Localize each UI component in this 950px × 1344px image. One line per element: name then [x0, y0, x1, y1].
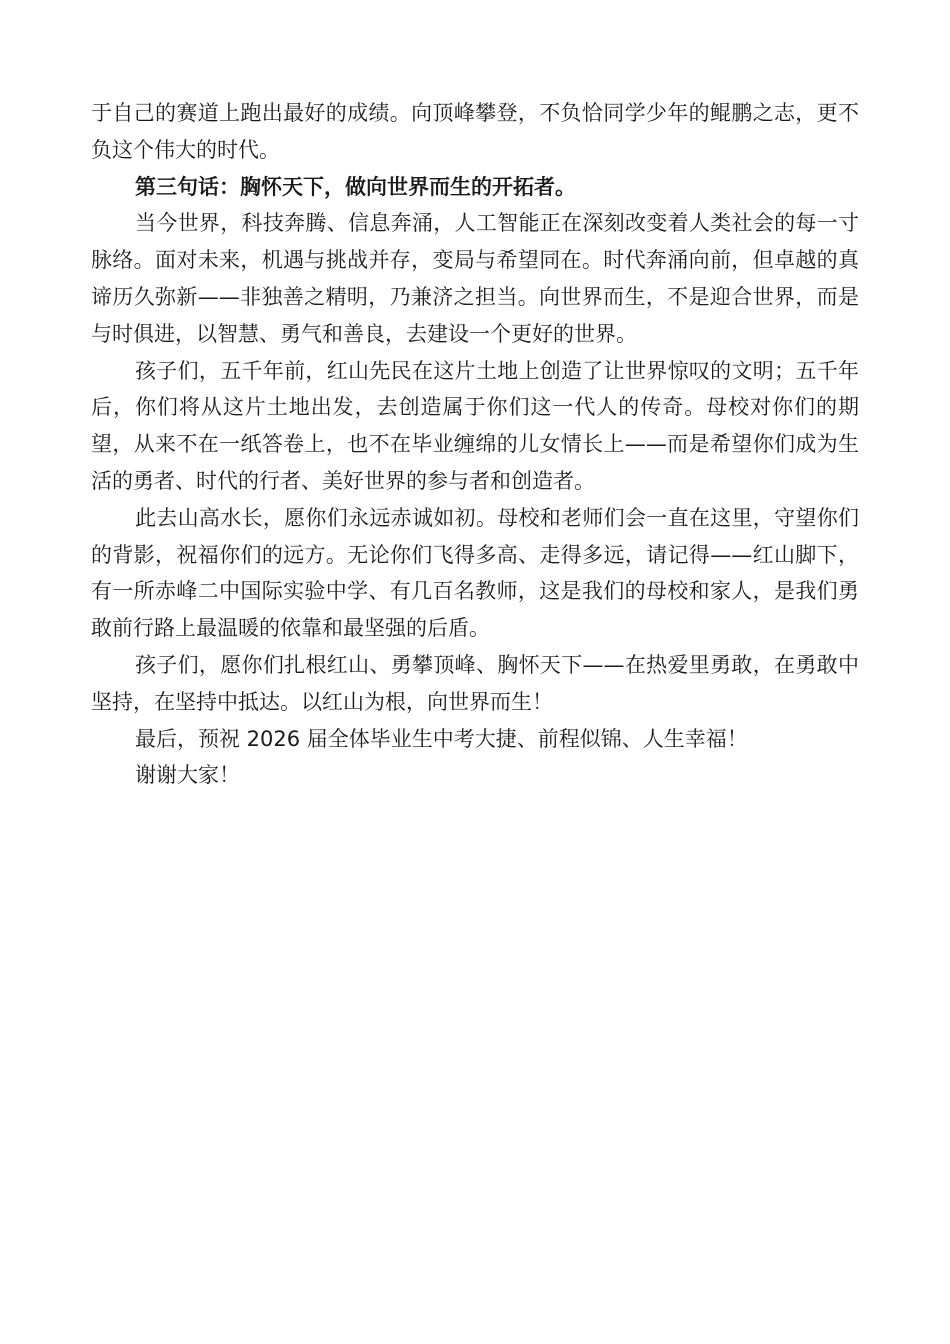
document-body: [91, 95, 859, 794]
section-heading: 第三句话：胸怀天下，做向世界而生的开拓者。: [135, 174, 576, 199]
paragraph-continuation: 于自己的赛道上跑出最好的成绩。向顶峰攀登，不负恰同学少年的鲲鹏之志，更不负这个伟大的时代。: [91, 101, 859, 162]
paragraph-wish: 孩子们，愿你们扎根红山、勇攀顶峰、胸怀天下——在热爱里勇敢，在勇敢中坚持，在坚持中抵达。以红山为根，向世界而生！: [91, 652, 859, 714]
paragraph-blessing: 最后，预祝 2026 届全体毕业生中考大捷、前程似锦、人生幸福！: [135, 726, 748, 751]
paragraph-farewell: 此去山高水长，愿你们永远赤诚如初。母校和老师们会一直在这里，守望你们的背影，祝福你们的远方。无论你们飞得多高、走得多远，请记得——红山脚下，有一所赤峰二中国际实验中学、有几百名教师，这是我们的母校和家人，是我们勇敢前行路上最温暖的依靠和最坚强的后盾。: [91, 505, 859, 641]
paragraph-expectation: 孩子们，五千年前，红山先民在这片土地上创造了让世界惊叹的文明；五千年后，你们将从这片土地出发，去创造属于你们这一代人的传奇。母校对你们的期望，从来不在一纸答卷上，也不在毕业缠绵的儿女情长上——而是希望你们成为生活的勇者、时代的行者、美好世界的参与者和创造者。: [91, 358, 859, 493]
paragraph-world: 当今世界，科技奔腾、信息奔涌，人工智能正在深刻改变着人类社会的每一寸脉络。面对未来，机遇与挑战并存，变局与希望同在。时代奔涌向前，但卓越的真谛历久弥新——非独善之精明，乃兼济之担当。向世界而生，不是迎合世界，而是与时俱进，以智慧、勇气和善良，去建设一个更好的世界。: [91, 211, 859, 346]
paragraph-thanks: 谢谢大家！: [135, 763, 240, 788]
